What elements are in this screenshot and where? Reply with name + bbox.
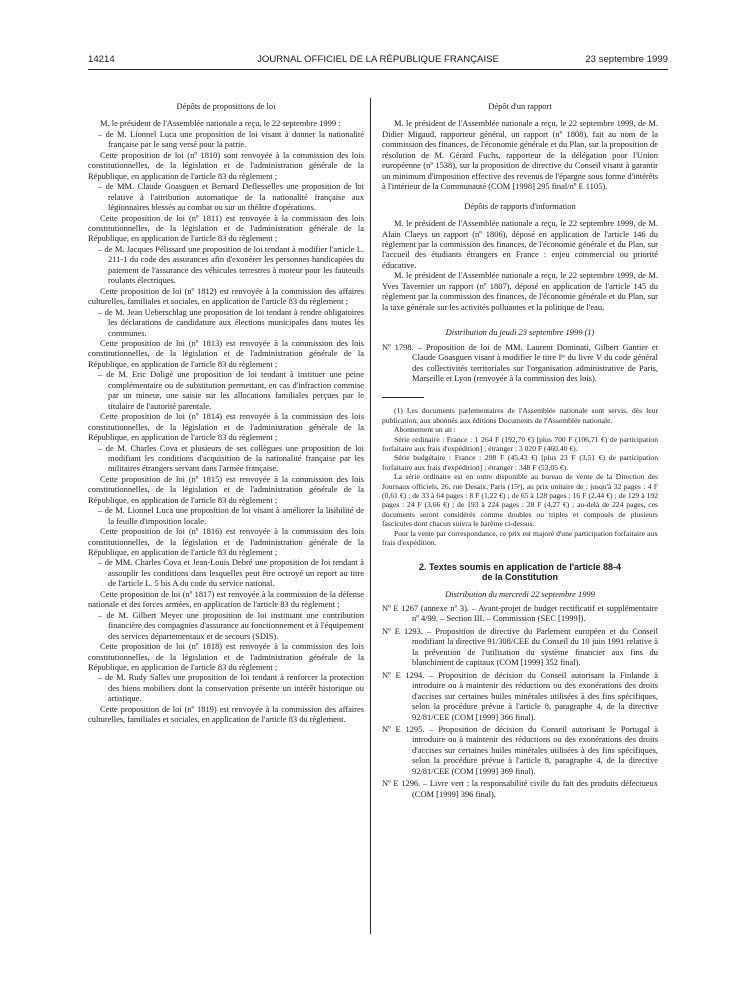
rapport-paragraph: M. le président de l'Assemblée nationale a reçu, le 22 septembre 1999, de M. Yves Tavernier un rapport (nº 1807), déposé en application de l'article 145 du règlement par la commission des finances, de l'économie générale et du Plan, sur la taxe générale sur les activités polluantes et la politique de l'eau. — [382, 270, 658, 312]
proposition-item: – de MM. Charles Cova et Jean-Louis Debré une proposition de loi tendant à assouplir les conditions dans lesquelles peut être octroyé un report au titre de l'article L. 5 bis A du code du service national. — [98, 557, 364, 589]
page-header — [88, 50, 668, 70]
rapport-paragraph: M. le président de l'Assemblée nationale a reçu, le 22 septembre 1999, de M. Didier Migaud, rapporteur général, un rapport (nº 1808), fait au nom de la commission des finances, de l'économie générale et du Plan, sur la proposition de résolution de M. Gérard Fuchs, rapporteur de la délégation pour l'Union européenne (nº 1538), sur la proposition de directive du Conseil visant à garantir un minimum d'imposition effective des revenus de l'épargne sous forme d'intérêts à l'intérieur de la Communauté (COM [1998] 295 final/nº E 1105). — [382, 118, 658, 192]
referral-paragraph: Cette proposition de loi (nº 1815) est renvoyée à la commission des lois constitutionnelles, de la législation et de l'administration générale de la République, en application de l'article 83 du règlement ; — [88, 473, 364, 505]
column-divider — [370, 98, 371, 934]
footnote-text: (1) Les documents parlementaires de l'Assemblée nationale sont servis, dès leur publication, aux abonnés aux éditions Documents de l'Assemblée nationale. — [382, 406, 658, 425]
referral-paragraph: Cette proposition de loi (nº 1817) est renvoyée à la commission de la défense nationale et des forces armées, en application de l'article 83 du règlement ; — [88, 588, 364, 610]
intro-paragraph: M. le président de l'Assemblée nationale a reçu, le 22 septembre 1999 : — [100, 118, 341, 129]
referral-paragraph: Cette proposition de loi (nº 1818) est renvoyée à la commission des lois constitutionnelles, de la législation et de l'administration générale de la République, en application de l'article 83 du règlement ; — [88, 641, 364, 673]
e-document-item: Nº E 1295. – Proposition de décision du Conseil autorisant le Portugal à introduire ou à maintenir des réductions ou des exonérations des droits d'accises sur certaines huiles minérales utilisées à des fins spécifiques, selon la procédure prévue à l'article 8, paragraphe 4, de la directive 92/81/CEE (COM [1999] 369 final). — [382, 723, 658, 776]
section-title-rapport: Dépôt d'un rapport — [488, 101, 552, 111]
proposition-item: – de M. Lionnel Luca une proposition de loi visant à donner la nationalité française par le sang versé pour la patrie. — [98, 128, 364, 150]
journal-title: JOURNAL OFFICIEL DE LA RÉPUBLIQUE FRANÇAISE — [257, 54, 499, 65]
referral-paragraph: Cette proposition de loi (nº 1813) est renvoyée à la commission des lois constitutionnelles, de la législation et de l'administration générale de la République, en application de l'article 83 du règlement ; — [88, 337, 364, 369]
distribution-item: Nº 1798. – Proposition de loi de MM. Laurent Dominati, Gilbert Gantier et Claude Goasguen visant à modifier le titre Iᵉʳ du livre V du code général des collectivités territoriales sur l'organisation administrative de Paris, Marseille et Lyon (renvoyée à la commission des lois). — [382, 341, 658, 383]
proposition-item: – de MM. Claude Goasguen et Bernard Deflesselles une proposition de loi relative à l'attribution automatique de la nationalité française aux légionnaires blessés au combat ou sur un théâtre d'opérations. — [98, 181, 364, 213]
section-heading-line: de la Constitution — [482, 572, 558, 583]
footnote-text: Série ordinaire : France : 1 264 F (192,70 €) [plus 700 F (106,71 €) de participation forfaitaire aux frais d'expédition] ; étranger : 3 020 F (460,40 €). — [382, 434, 658, 454]
e-document-item: Nº E 1294. – Proposition de décision du Conseil autorisant la Finlande à introduire ou à maintenir des réductions ou des exonérations des droits d'accises sur certaines huiles minérales utilisées à des fins spécifiques, selon la procédure prévue à l'article 8, paragraphe 4, de la directive 92/81/CEE (COM [1999] 366 final). — [382, 669, 658, 722]
footnote-text: La série ordinaire est en outre disponible au bureau de vente de la Direction des Journaux officiels, 26, rue Desaix, Paris (15ᵉ), au prix unitaire de : jusqu'à 32 pages : 4 F (0,61 €) ; de 33 à 64 pages : 8 F (1,22 €) ; de 65 à 128 pages : 16 F (2,44 €) ; de 129 à 192 pages : 24 F (3,66 €) ; de 193 à 224 pages : 28 F (4,27 €) ; au-delà de 224 pages, ces documents seront considérés comme doubles ou triples et composés de plusieurs fascicules dont chacun suivra le barème ci-dessus. — [382, 472, 658, 529]
left-column — [88, 101, 364, 725]
proposition-item: – de M. Jacques Pélissard une proposition de loi tendant à modifier l'article L. 211-1 du code des assurances afin d'exonérer les personnes handicapées du paiement de l'assurance des véhicules terrestres à moteur pour les fauteuils roulants électriques. — [98, 243, 364, 286]
footnote-text: Pour la vente par correspondance, ce prix est majoré d'une participation forfaitaire aux frais d'expédition. — [382, 528, 658, 548]
section-title-propositions: Dépôts de propositions de loi — [176, 101, 276, 111]
referral-paragraph: Cette proposition de loi (nº 1816) est renvoyée à la commission des lois constitutionnelles, de la législation et de l'administration générale de la République, en application de l'article 83 du règlement ; — [88, 526, 364, 558]
page-number: 14214 — [88, 54, 115, 65]
e-document-item: Nº E 1296. – Livre vert : la responsabilité civile du fait des produits défectueux (COM [1999] 396 final). — [382, 778, 658, 799]
referral-paragraph: Cette proposition de loi (nº 1814) est renvoyée à la commission des lois constitutionnelles, de la législation et de l'administration générale de la République, en application de l'article 83 du règlement ; — [88, 411, 364, 443]
footnote-separator — [382, 397, 424, 398]
e-document-item: Nº E 1267 (annexe nº 3). – Avant-projet de budget rectificatif et supplémentaire nº 4/99. – Section III. – Commission (SEC [1999]). — [382, 602, 658, 624]
referral-paragraph: Cette proposition de loi (nº 1812) est renvoyée à la commission des affaires culturelles, familiales et sociales, en application de l'article 83 du règlement ; — [88, 285, 364, 307]
distribution-heading: Distribution du jeudi 23 septembre 1999 (1) — [445, 327, 595, 338]
section-title-rapports-information: Dépôts de rapports d'information — [464, 200, 576, 211]
section-heading-line: 2. Textes soumis en application de l'article 88-4 — [418, 561, 622, 572]
proposition-item: – de M. Gilbert Meyer une proposition de loi instituant une contribution financière des compagnies d'assurance au fonctionnement et à l'équipement des services départementaux et de secours (SDIS). — [98, 609, 364, 641]
referral-paragraph: Cette proposition de loi (nº 1811) est renvoyée à la commission des lois constitutionnelles, de la législation et de l'administration générale de la République, en application de l'article 83 du règlement ; — [88, 212, 364, 244]
proposition-item: – de M. Jean Ueberschlag une proposition de loi tendant à rendre obligatoires les déclarations de candidature aux élections municipales dans toutes les communes. — [98, 306, 364, 338]
issue-date: 23 septembre 1999 — [585, 54, 668, 65]
right-column — [382, 101, 658, 801]
referral-paragraph: Cette proposition de loi (nº 1810) sont renvoyée à la commission des lois constitutionnelles, de la législation et de l'administration générale de la République, en application de l'article 83 du règlement ; — [88, 149, 364, 181]
proposition-item: – de M. Rudy Salles une proposition de loi tendant à renforcer la protection des biens mobiliers dont la conservation présente un intérêt historique ou artistique. — [98, 672, 364, 704]
rapport-paragraph: M. le président de l'Assemblée nationale a reçu, le 22 septembre 1999, de M. Alain Claeys un rapport (nº 1806), déposé en application de l'article 146 du règlement par la commission des finances, de l'économie générale et du Plan, sur l'accueil des étudiants étrangers en France : enjeu commercial ou priorité éducative. — [382, 218, 658, 270]
footnote-text: Abonnement un an : — [394, 425, 456, 435]
proposition-item: – de M. Charles Cova et plusieurs de ses collègues une proposition de loi modifiant les conditions d'acquisition de la nationalité française par les militaires étrangers servant dans l'armée française. — [98, 442, 364, 474]
header-rule — [88, 69, 668, 70]
distribution-heading: Distribution du mercredi 22 septembre 1999 — [445, 588, 595, 599]
footnote-text: Série budgétaire : France : 298 F (45,43 €) [plus 23 F (3,51 €) de participation forfaitaire aux frais d'expédition] ; étranger : 348 F (53,05 €). — [382, 453, 658, 472]
proposition-item: – de M. Lionnel Luca une proposition de loi visant à améliorer la lisibilité de la feuille d'imposition locale. — [98, 505, 364, 526]
section-heading-88-4 — [382, 562, 658, 583]
referral-paragraph: Cette proposition de loi (nº 1819) est renvoyée à la commission des affaires culturelles, familiales et sociales, en application de l'article 83 du règlement. — [88, 703, 364, 725]
proposition-item: – de M. Eric Doligé une proposition de loi tendant à instituer une peine complémentaire ou de substitution permettant, en cas d'infraction commise par un mineur, une saisie sur les allocations familiales perçues par le titulaire de l'autorité parentale. — [98, 369, 364, 411]
e-document-item: Nº E 1293. – Proposition de directive du Parlement européen et du Conseil modifiant la directive 91/308/CEE du Conseil du 10 juin 1991 relative à la prévention de l'utilisation du système financier aux fins du blanchiment de capitaux (COM [1999] 352 final). — [382, 625, 658, 668]
